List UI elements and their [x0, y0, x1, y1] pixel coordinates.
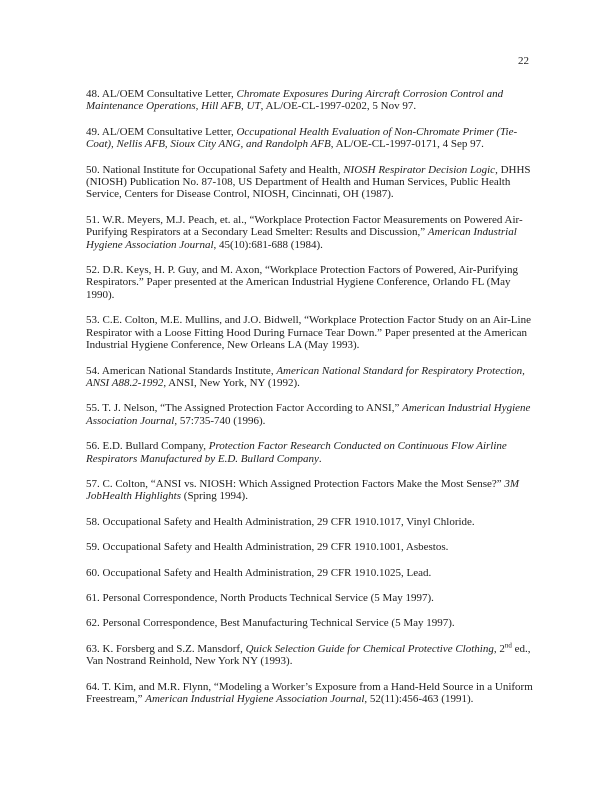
reference-text: , 2 [493, 642, 505, 655]
reference-text: ed., Van Nostrand Reinhold, New York NY (1993). [86, 642, 531, 668]
reference-text: 53. C.E. Colton, M.E. Mullins, and J.O. Bidwell, “Workplace Protection Factor Study on an Air-Line Respirator with a Loose Fitting Hood During Furnace Tear Down.” Paper presented at the American Industrial Hygiene Conference, New Orleans LA (May 1993). [86, 314, 531, 352]
reference-title-italic: American Industrial Hygiene Association Journal [86, 402, 531, 427]
ordinal-superscript: nd [504, 641, 512, 650]
reference-title-italic: NIOSH Respirator Decision Logic [343, 163, 496, 176]
reference-item [86, 365, 534, 390]
reference-title-italic: American Industrial Hygiene Association Journal [145, 693, 365, 705]
reference-text: 54. American National Standards Institute, [86, 364, 277, 377]
reference-text: 60. Occupational Safety and Health Administration, 29 CFR 1910.1025, Lead. [86, 566, 432, 579]
reference-list [86, 88, 534, 718]
reference-item [86, 643, 534, 668]
reference-item [86, 264, 534, 301]
reference-text: 48. AL/OEM Consultative Letter, [86, 88, 237, 100]
reference-item [86, 516, 534, 528]
reference-item [86, 314, 534, 351]
reference-text: 63. K. Forsberg and S.Z. Mansdorf, [86, 642, 246, 655]
reference-item [86, 164, 534, 201]
reference-text: 64. T. Kim, and M.R. Flynn, “Modeling a Worker’s Exposure from a Hand-Held Source in a Uniform Freestream,” [86, 680, 533, 705]
reference-text: 55. T. J. Nelson, “The Assigned Protection Factor According to ANSI,” [86, 402, 403, 415]
reference-text: , AL/OE-CL-1997-0202, 5 Nov 97. [260, 100, 417, 113]
reference-title-italic: American National Standard for Respiratory Protection, ANSI A88.2-1992 [86, 364, 525, 389]
reference-item [86, 440, 534, 465]
reference-text: 49. AL/OEM Consultative Letter, [86, 125, 237, 138]
reference-title-italic: American Industrial Hygiene Association Journal [86, 226, 517, 251]
reference-text: 59. Occupational Safety and Health Administration, 29 CFR 1910.1001, Asbestos. [86, 541, 449, 554]
reference-title-italic: Quick Selection Guide for Chemical Protective Clothing [245, 642, 494, 655]
reference-title-italic: 3M JobHealth Highlights [86, 477, 520, 503]
reference-text: 57. C. Colton, “ANSI vs. NIOSH: Which Assigned Protection Factors Make the Most Sense?” [86, 477, 505, 490]
reference-item [86, 681, 534, 706]
reference-item [86, 126, 534, 151]
reference-title-italic: Chromate Exposures During Aircraft Corrosion Control and Maintenance Operations, Hill AFB, UT [86, 88, 504, 113]
reference-text: , DHHS (NIOSH) Publication No. 87-108, US Department of Health and Human Services, Public Health Service, Centers for Disease Control, NIOSH, Cincinnati, OH (1987). [86, 163, 531, 201]
page-number: 22 [518, 55, 529, 67]
reference-text: 61. Personal Correspondence, North Products Technical Service (5 May 1997). [86, 591, 434, 604]
reference-text: , AL/OE-CL-1997-0171, 4 Sep 97. [330, 138, 484, 151]
reference-text: 51. W.R. Meyers, M.J. Peach, et. al., “Workplace Protection Factor Measurements on Powered Air-Purifying Respirators at a Secondary Lead Smelter: Results and Discussion,” [86, 213, 523, 239]
reference-text: , 52(11):456-463 (1991). [364, 693, 474, 705]
reference-text: 56. E.D. Bullard Company, [86, 440, 209, 453]
reference-item [86, 88, 534, 113]
reference-item [86, 567, 534, 579]
reference-text: . [318, 452, 322, 465]
reference-title-italic: Protection Factor Research Conducted on Continuous Flow Airline Respirators Manufactured by E.D. Bullard Company [86, 440, 507, 465]
reference-text: , 45(10):681-688 (1984). [213, 238, 323, 251]
reference-item [86, 592, 534, 604]
reference-item [86, 478, 534, 503]
reference-item [86, 214, 534, 251]
reference-text: (Spring 1994). [181, 490, 248, 503]
reference-text: 58. Occupational Safety and Health Administration, 29 CFR 1910.1017, Vinyl Chloride. [86, 515, 475, 528]
reference-text: 50. National Institute for Occupational Safety and Health, [86, 163, 344, 176]
reference-text: 52. D.R. Keys, H. P. Guy, and M. Axon, “Workplace Protection Factors of Powered, Air-Purifying Respirators.” Paper presented at the American Industrial Hygiene Conference, Orlando FL (May 1990). [86, 264, 519, 301]
reference-item [86, 541, 534, 553]
reference-item [86, 402, 534, 427]
reference-text: , ANSI, New York, NY (1992). [163, 376, 300, 389]
reference-item [86, 617, 534, 629]
reference-title-italic: Occupational Health Evaluation of Non-Chromate Primer (Tie-Coat), Nellis AFB, Sioux City ANG, and Randolph AFB [86, 125, 518, 151]
reference-text: , 57:735-740 (1996). [174, 414, 266, 427]
reference-text: 62. Personal Correspondence, Best Manufacturing Technical Service (5 May 1997). [86, 617, 455, 630]
